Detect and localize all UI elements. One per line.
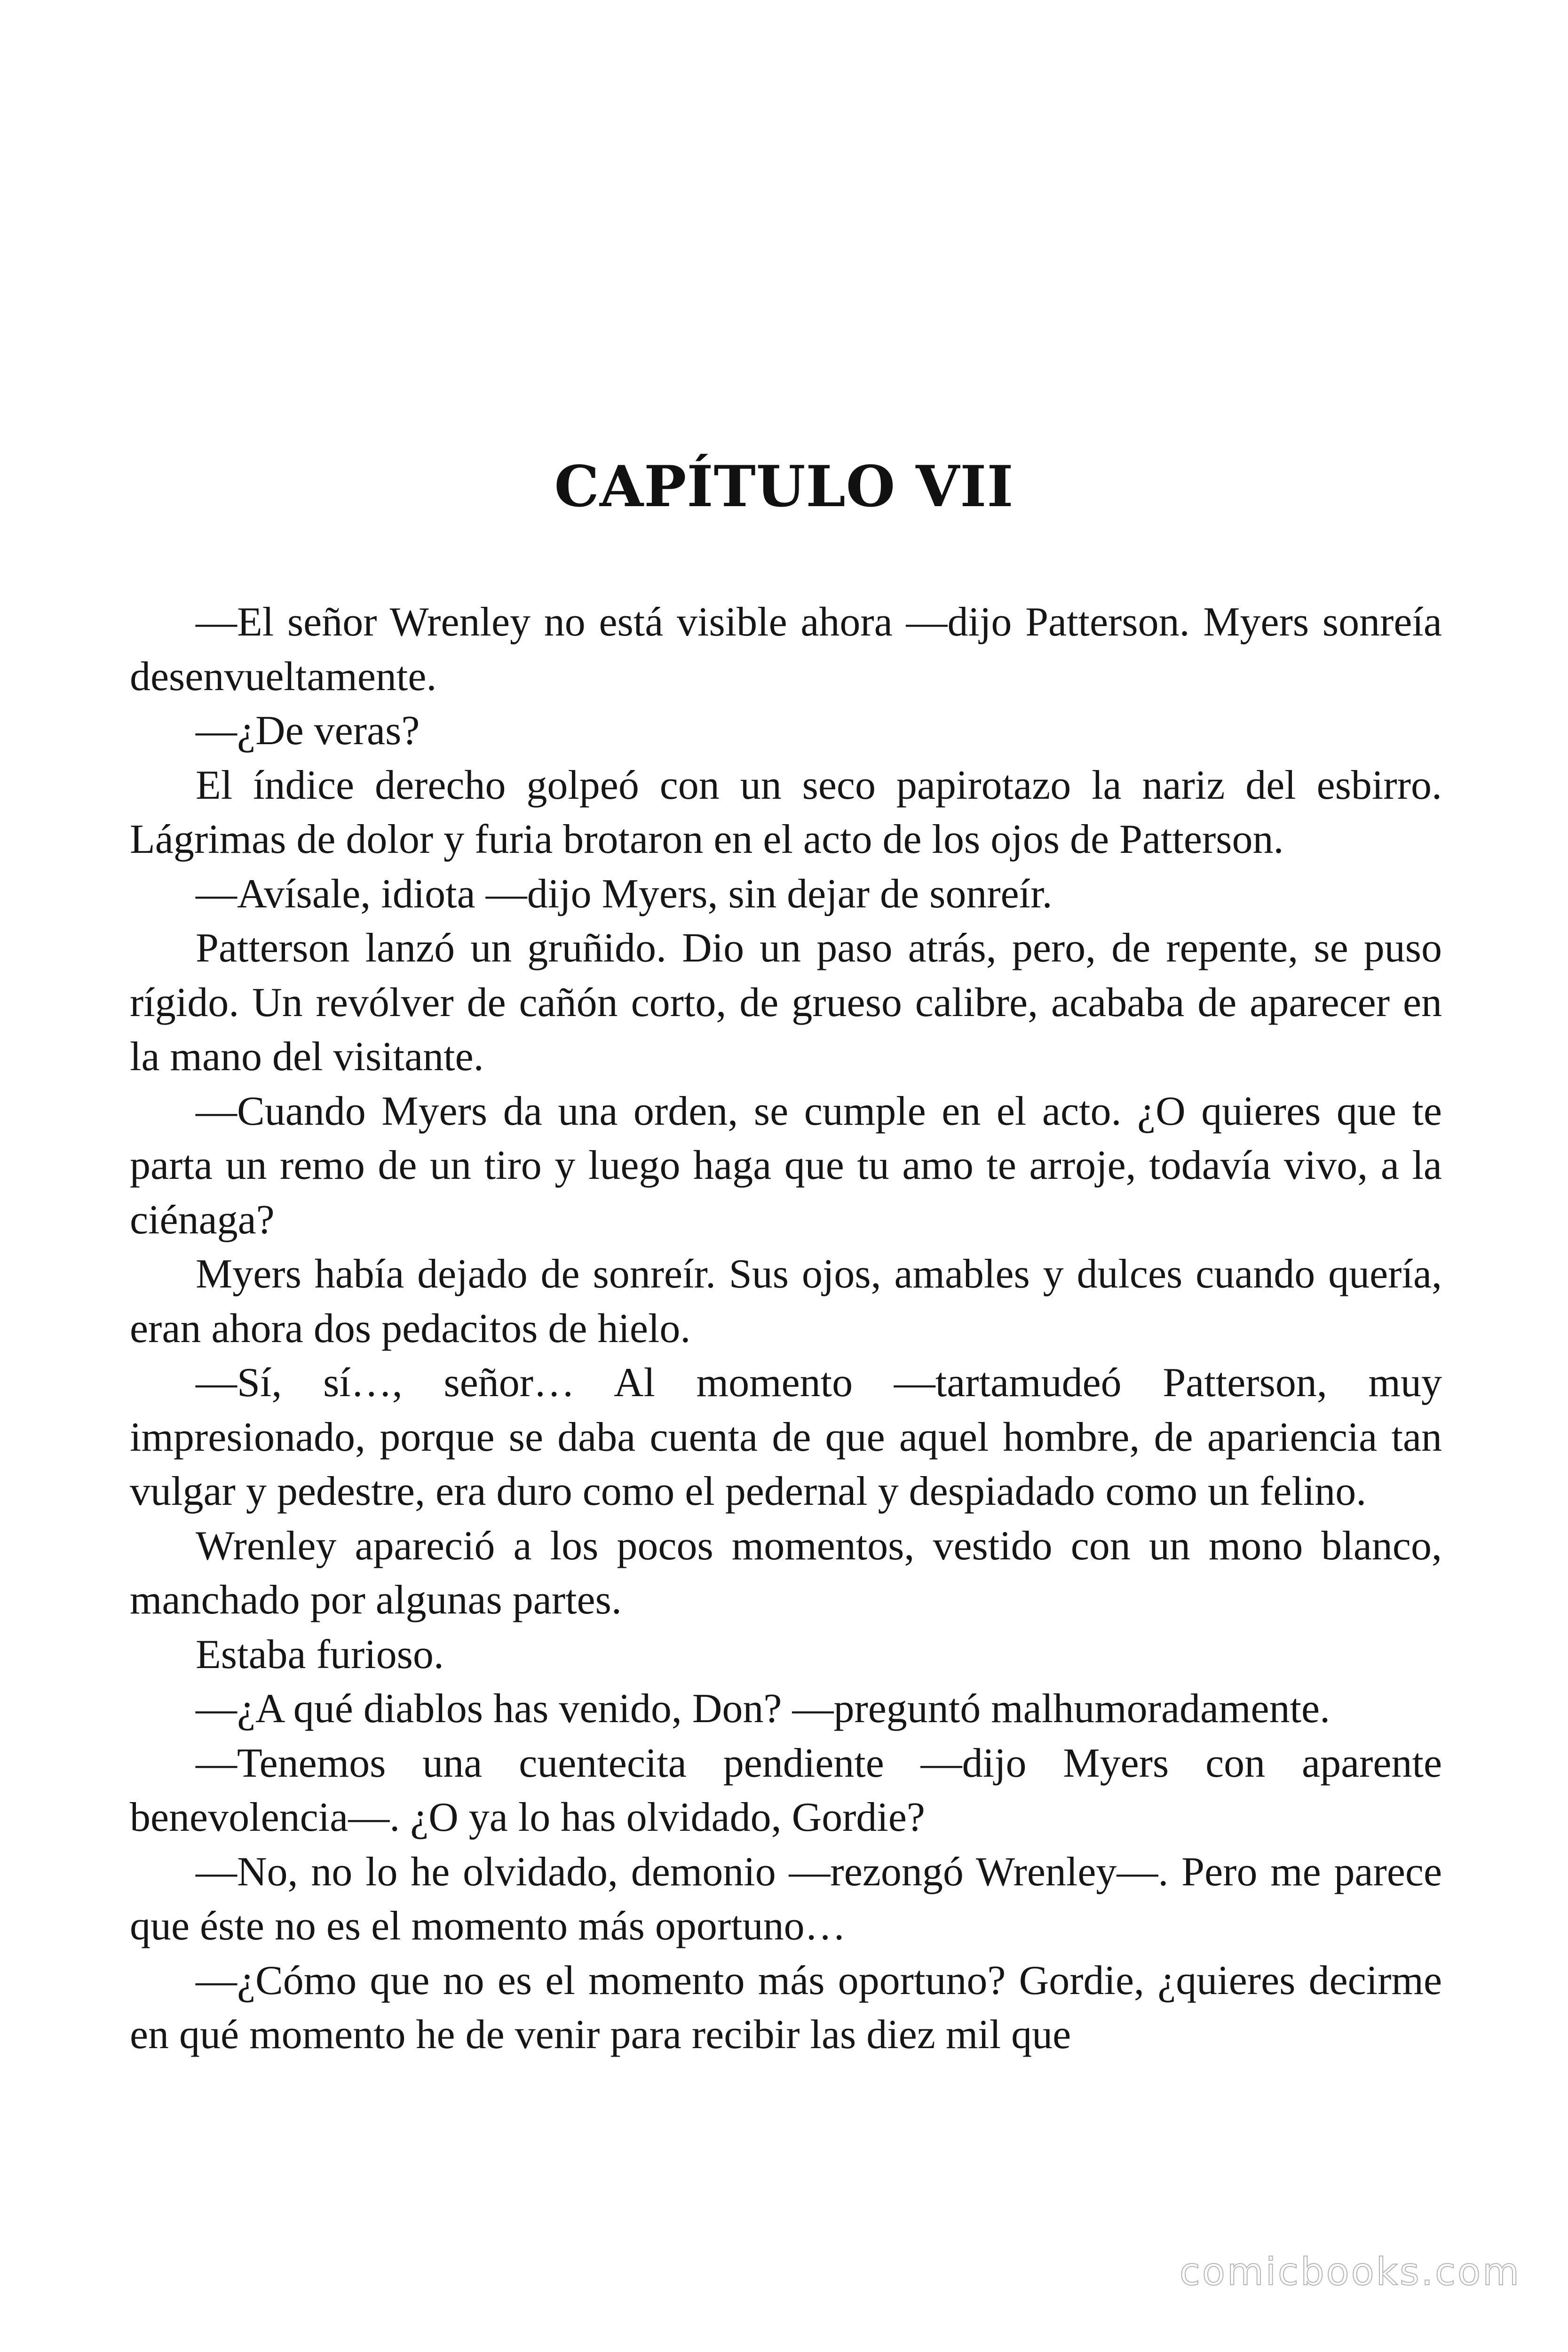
paragraph: —Cuando Myers da una orden, se cumple en el acto. ¿O quieres que te parta un remo de un tiro y luego haga que tu amo te arroje, todavía vivo, a la ciénaga?: [130, 1088, 1442, 1243]
paragraph: —No, no lo he olvidado, demonio —rezongó Wrenley—. Pero me parece que éste no es el momento más oportuno…: [130, 1849, 1442, 1949]
paragraph: —Avísale, idiota —dijo Myers, sin dejar de sonreír.: [196, 871, 1053, 917]
paragraph: Patterson lanzó un gruñido. Dio un paso atrás, pero, de repente, se puso rígido. Un revólver de cañón corto, de grueso calibre, acababa de aparecer en la mano del visitante.: [130, 925, 1442, 1080]
paragraph: —¿De veras?: [196, 708, 420, 754]
paragraph: Estaba furioso.: [196, 1631, 444, 1677]
paragraph: El índice derecho golpeó con un seco papirotazo la nariz del esbirro. Lágrimas de dolor y furia brotaron en el acto de los ojos de Patterson.: [130, 762, 1442, 862]
paragraph: —Sí, sí…, señor… Al momento —tartamudeó Patterson, muy impresionado, porque se daba cuenta de que aquel hombre, de apariencia tan vulgar y pedestre, era duro como el pedernal y despiadado como un felino.: [130, 1360, 1442, 1514]
paragraph: Myers había dejado de sonreír. Sus ojos, amables y dulces cuando quería, eran ahora dos pedacitos de hielo.: [130, 1251, 1442, 1351]
paragraph: —¿A qué diablos has venido, Don? —preguntó malhumoradamente.: [196, 1686, 1330, 1732]
watermark: comicbooks.com: [1179, 2250, 1521, 2294]
paragraph: —Tenemos una cuentecita pendiente —dijo Myers con aparente benevolencia—. ¿O ya lo has olvidado, Gordie?: [130, 1740, 1442, 1840]
chapter-body: [130, 595, 1442, 2062]
paragraph: —¿Cómo que no es el momento más oportuno? Gordie, ¿quieres decirme en qué momento he de venir para recibir las diez mil que: [130, 1957, 1442, 2058]
paragraph: —El señor Wrenley no está visible ahora —dijo Patterson. Myers sonreía desenvueltamente.: [130, 599, 1442, 699]
chapter-title: CAPÍTULO VII: [554, 453, 1014, 520]
paragraph: Wrenley apareció a los pocos momentos, vestido con un mono blanco, manchado por algunas partes.: [130, 1523, 1442, 1623]
